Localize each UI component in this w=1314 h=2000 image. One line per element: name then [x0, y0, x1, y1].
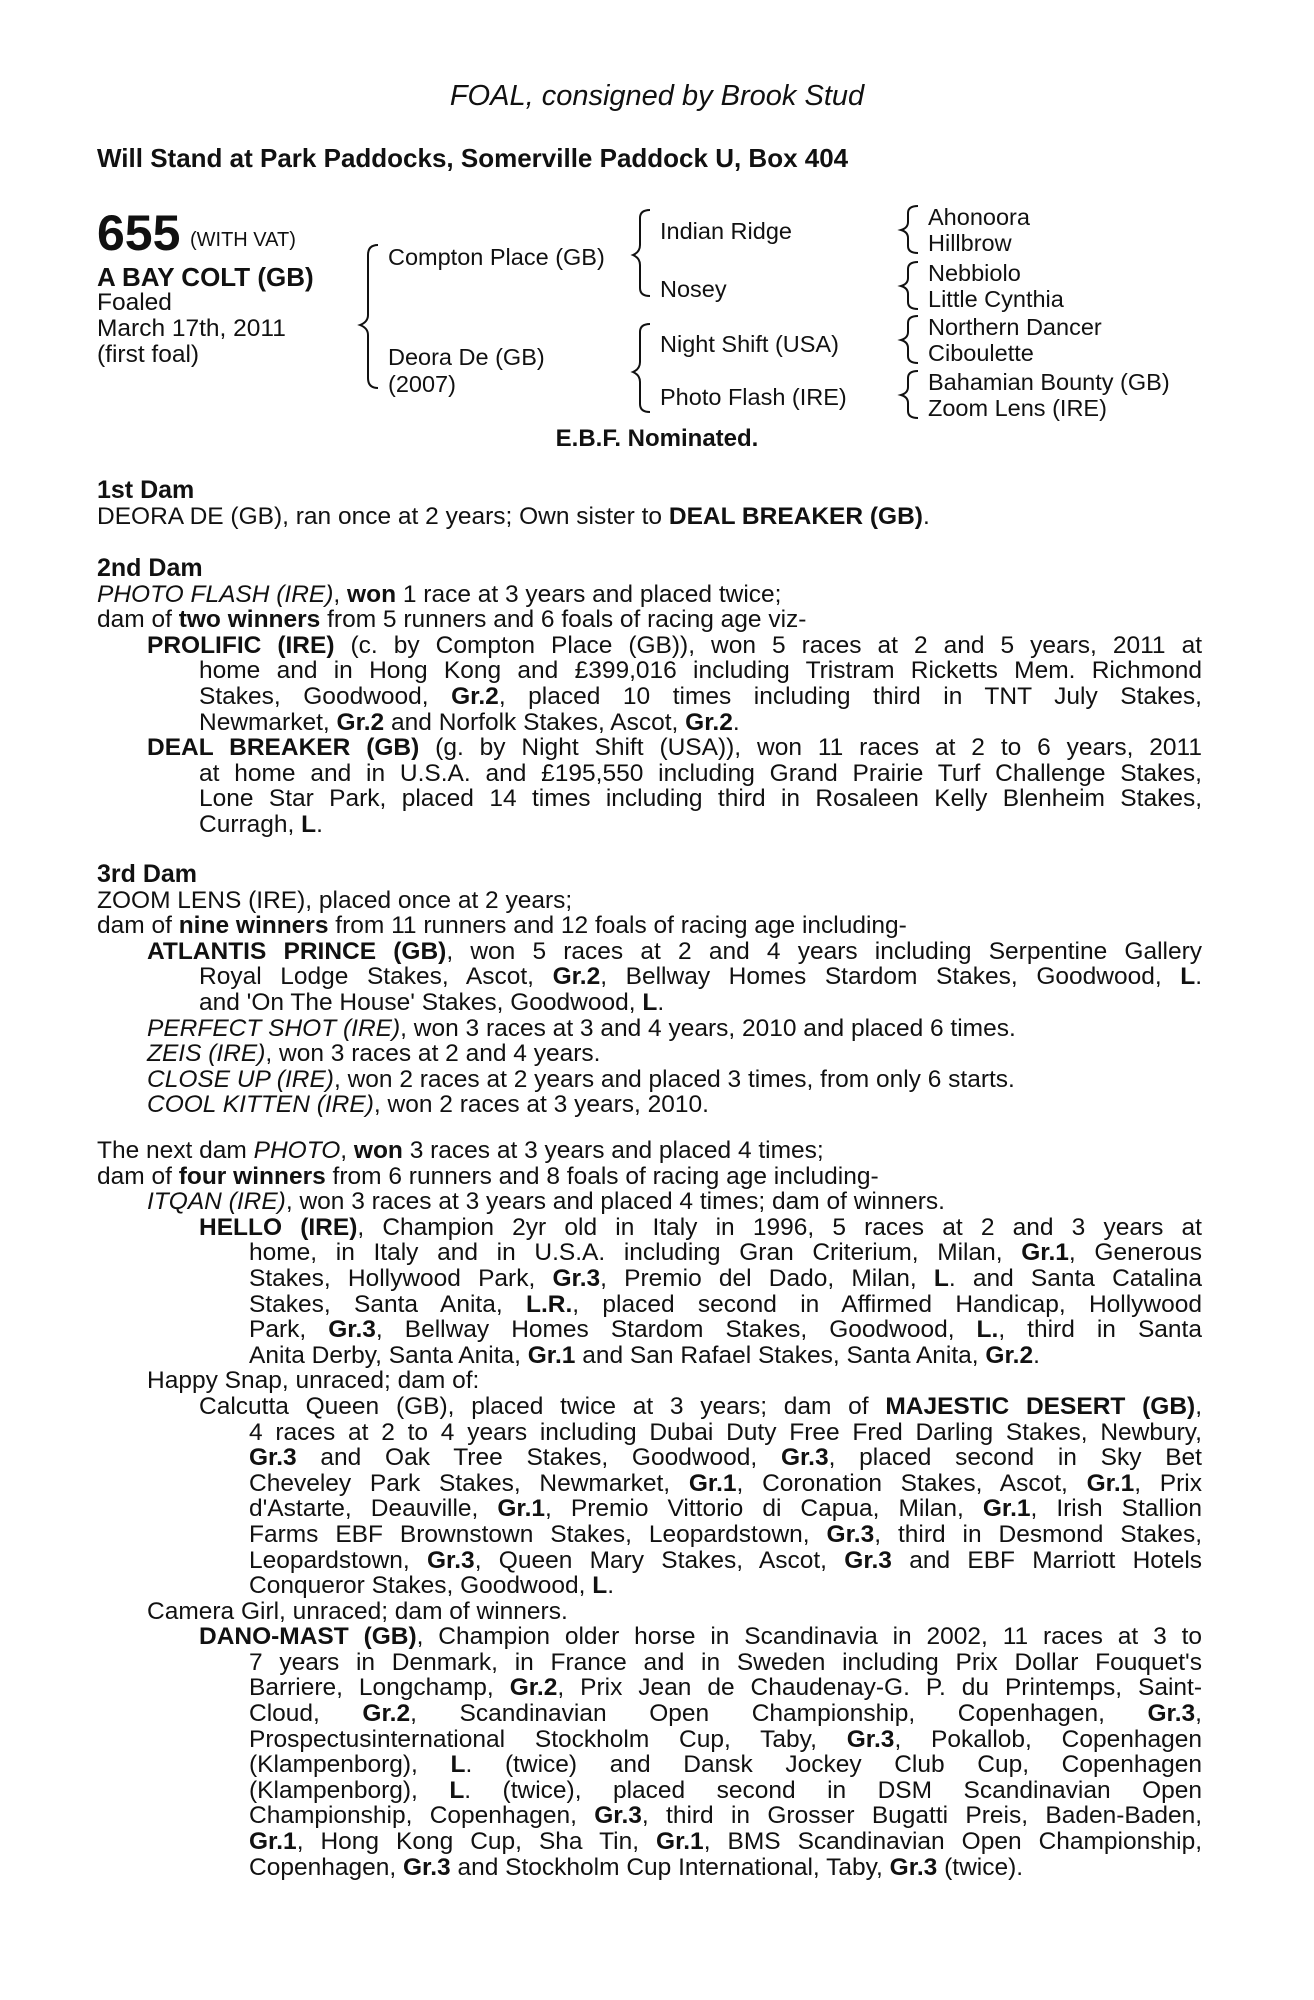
next-dam-line1: The next dam PHOTO, won 3 races at 3 years and placed 4 times; — [97, 1137, 824, 1164]
paragraph-line: (Klampenborg), L. (twice), placed second in DSM Scandinavian Open — [249, 1776, 1203, 1804]
pedigree-gen3-1: Ahonoora — [928, 204, 1030, 230]
progeny-camera-girl: Camera Girl, unraced; dam of winners. — [147, 1597, 568, 1625]
paragraph-line: ATLANTIS PRINCE (GB), won 5 races at 2 and 4 years including Serpentine Gallery — [147, 937, 1202, 965]
paragraph-line: DANO-MAST (GB), Champion older horse in Scandinavia in 2002, 11 races at 3 to — [199, 1623, 1202, 1651]
pedigree-sire: Compton Place (GB) — [388, 244, 605, 270]
third-dam-line1: ZOOM LENS (IRE), placed once at 2 years; — [97, 886, 573, 914]
paragraph-line: Farms EBF Brownstown Stakes, Leopardstown, Gr.3, third in Desmond Stakes, — [249, 1520, 1202, 1548]
paragraph-line: Curragh, L. — [199, 810, 323, 838]
second-dam-line1: PHOTO FLASH (IRE), won 1 race at 3 years and placed twice; — [97, 580, 782, 608]
progeny-atlantis-prince — [97, 939, 1202, 1016]
paragraph-line: Stakes, Santa Anita, L.R., placed second in Affirmed Handicap, Hollywood — [249, 1290, 1203, 1318]
progeny-hello — [97, 1215, 1202, 1369]
first-dam-section — [97, 478, 1202, 529]
pedigree-gen3-3: Nebbiolo — [928, 260, 1021, 286]
bracket-gen1 — [360, 245, 378, 388]
pedigree-gen3-7: Bahamian Bounty (GB) — [928, 369, 1170, 395]
ebf-nominated: E.B.F. Nominated. — [555, 425, 759, 452]
bracket-gen3-b — [901, 262, 918, 309]
paragraph-line: Leopardstown, Gr.3, Queen Mary Stakes, Ascot, Gr.3 and EBF Marriott Hotels — [249, 1546, 1203, 1574]
list-item: CLOSE UP (IRE), won 2 races at 2 years and placed 3 times, from only 6 starts. — [147, 1065, 1015, 1093]
paragraph-line: 4 races at 2 to 4 years including Dubai Duty Free Fred Darling Stakes, Newbury, — [249, 1418, 1202, 1446]
third-dam-other-winners — [97, 1016, 1202, 1118]
paragraph-line: Conqueror Stakes, Goodwood, L. — [249, 1572, 614, 1600]
progeny-calcutta-queen — [97, 1394, 1202, 1599]
foaled-label: Foaled — [97, 289, 172, 316]
paragraph-line: Cloud, Gr.2, Scandinavian Open Championship, Copenhagen, Gr.3, — [249, 1700, 1202, 1728]
consignor-title: FOAL, consigned by Brook Stud — [449, 80, 865, 112]
progeny-itqan: ITQAN (IRE), won 3 races at 3 years and placed 4 times; dam of winners. — [147, 1188, 945, 1216]
pedigree-dam-year: (2007) — [388, 371, 456, 397]
list-item: COOL KITTEN (IRE), won 2 races at 3 years, 2010. — [147, 1091, 709, 1119]
paragraph-line: Stakes, Hollywood Park, Gr.3, Premio del Dado, Milan, L. and Santa Catalina — [249, 1264, 1202, 1292]
pedigree-gen3-2: Hillbrow — [928, 230, 1012, 256]
next-dam-line2: dam of four winners from 6 runners and 8 foals of racing age including- — [97, 1162, 879, 1190]
stand-location: Will Stand at Park Paddocks, Somerville Paddock U, Box 404 — [97, 143, 849, 173]
paragraph-line: Newmarket, Gr.2 and Norfolk Stakes, Ascot, Gr.2. — [199, 708, 740, 736]
paragraph-line: Gr.1, Hong Kong Cup, Sha Tin, Gr.1, BMS Scandinavian Open Championship, — [249, 1828, 1202, 1856]
lot-vat-note: (WITH VAT) — [190, 229, 296, 251]
paragraph-line: Stakes, Goodwood, Gr.2, placed 10 times including third in TNT July Stakes, — [199, 682, 1202, 710]
paragraph-line: Lone Star Park, placed 14 times including third in Rosaleen Kelly Blenheim Stakes, — [199, 785, 1202, 813]
paragraph-line: at home and in U.S.A. and £195,550 including Grand Prairie Turf Challenge Stakes, — [199, 759, 1202, 787]
progeny-happy-snap: Happy Snap, unraced; dam of: — [147, 1367, 480, 1395]
pedigree-gen3-8: Zoom Lens (IRE) — [928, 395, 1107, 421]
pedigree-sire-sire: Indian Ridge — [660, 218, 792, 244]
lot-name: A BAY COLT (GB) — [97, 262, 314, 292]
paragraph-line: Royal Lodge Stakes, Ascot, Gr.2, Bellway Homes Stardom Stakes, Goodwood, L. — [199, 963, 1202, 991]
foal-note: (first foal) — [97, 341, 200, 368]
paragraph-line: Prospectusinternational Stockholm Cup, Taby, Gr.3, Pokallob, Copenhagen — [249, 1725, 1202, 1753]
paragraph-line: home and in Hong Kong and £399,016 including Tristram Ricketts Mem. Richmond — [199, 657, 1202, 685]
second-dam-line2: dam of two winners from 5 runners and 6 foals of racing age viz- — [97, 606, 807, 634]
first-dam-text: DEORA DE (GB), ran once at 2 years; Own sister to DEAL BREAKER (GB). — [97, 502, 930, 530]
pedigree-dam-sire: Night Shift (USA) — [660, 331, 839, 357]
third-dam-heading: 3rd Dam — [97, 860, 198, 888]
list-item: ZEIS (IRE), won 3 races at 2 and 4 years. — [147, 1040, 601, 1068]
paragraph-line: home, in Italy and in U.S.A. including Gran Criterium, Milan, Gr.1, Generous — [249, 1239, 1202, 1267]
foaled-date: March 17th, 2011 — [97, 315, 286, 342]
progeny-prolific — [97, 633, 1202, 735]
bracket-gen3-d — [901, 371, 918, 418]
bracket-gen2-dam — [633, 324, 650, 412]
progeny-deal-breaker — [97, 735, 1202, 837]
paragraph-line: HELLO (IRE), Champion 2yr old in Italy in 1996, 5 races at 2 and 3 years at — [199, 1213, 1202, 1241]
pedigree-gen3-4: Little Cynthia — [928, 286, 1064, 312]
list-item: PERFECT SHOT (IRE), won 3 races at 3 and 4 years, 2010 and placed 6 times. — [147, 1014, 1016, 1042]
pedigree-dam-dam: Photo Flash (IRE) — [660, 384, 847, 410]
second-dam-section — [97, 556, 1202, 838]
bracket-gen3-c — [901, 316, 918, 363]
paragraph-line: Cheveley Park Stakes, Newmarket, Gr.1, Coronation Stakes, Ascot, Gr.1, Prix — [249, 1469, 1202, 1497]
paragraph-line: Barriere, Longchamp, Gr.2, Prix Jean de Chaudenay-G. P. du Printemps, Saint- — [249, 1674, 1203, 1702]
pedigree-gen3-5: Northern Dancer — [928, 314, 1102, 340]
bracket-gen3-a — [901, 206, 918, 253]
third-dam-line2: dam of nine winners from 11 runners and 12 foals of racing age including- — [97, 912, 907, 940]
paragraph-line: d'Astarte, Deauville, Gr.1, Premio Vittorio di Capua, Milan, Gr.1, Irish Stallion — [249, 1495, 1203, 1523]
next-dam-section — [97, 1138, 1202, 1880]
progeny-dano-mast — [97, 1624, 1202, 1880]
paragraph-line: Calcutta Queen (GB), placed twice at 3 years; dam of MAJESTIC DESERT (GB), — [199, 1392, 1202, 1420]
pedigree-gen3-6: Ciboulette — [928, 340, 1034, 366]
pedigree-sire-dam: Nosey — [660, 276, 727, 302]
second-dam-heading: 2nd Dam — [97, 554, 203, 582]
paragraph-line: (Klampenborg), L. (twice) and Dansk Jockey Club Cup, Copenhagen — [249, 1751, 1202, 1779]
paragraph-line: Anita Derby, Santa Anita, Gr.1 and San Rafael Stakes, Santa Anita, Gr.2. — [249, 1341, 1040, 1369]
paragraph-line: DEAL BREAKER (GB) (g. by Night Shift (USA)), won 11 races at 2 to 6 years, 2011 — [147, 734, 1202, 762]
paragraph-line: Gr.3 and Oak Tree Stakes, Goodwood, Gr.3, placed second in Sky Bet — [249, 1444, 1202, 1472]
paragraph-line: Championship, Copenhagen, Gr.3, third in Grosser Bugatti Preis, Baden-Baden, — [249, 1802, 1203, 1830]
first-dam-heading: 1st Dam — [97, 476, 195, 504]
paragraph-line: and 'On The House' Stakes, Goodwood, L. — [199, 988, 665, 1016]
pedigree-dam: Deora De (GB) — [388, 344, 545, 370]
paragraph-line: 7 years in Denmark, in France and in Sweden including Prix Dollar Fouquet's — [249, 1648, 1202, 1676]
bracket-gen2-sire — [633, 210, 650, 296]
lot-number: 655 — [97, 205, 181, 261]
paragraph-line: PROLIFIC (IRE) (c. by Compton Place (GB)), won 5 races at 2 and 5 years, 2011 at — [147, 631, 1202, 659]
third-dam-section — [97, 862, 1202, 1118]
paragraph-line: Park, Gr.3, Bellway Homes Stardom Stakes, Goodwood, L., third in Santa — [249, 1316, 1202, 1344]
paragraph-line: Copenhagen, Gr.3 and Stockholm Cup International, Taby, Gr.3 (twice). — [249, 1853, 1024, 1881]
